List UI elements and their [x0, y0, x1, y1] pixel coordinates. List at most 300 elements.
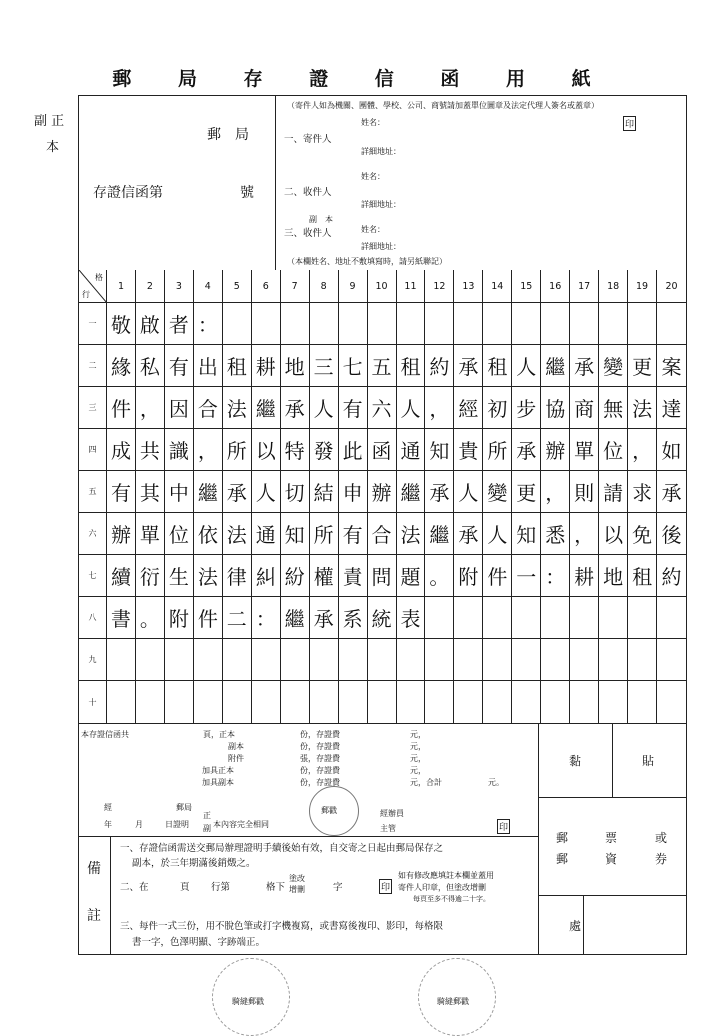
remark-2-zi: 字: [333, 882, 343, 893]
post-office-label: 郵 局: [207, 127, 249, 143]
grid-cell: 人: [397, 387, 426, 429]
grid-corner-bottom: 行: [82, 290, 90, 299]
writing-grid: [79, 270, 686, 723]
grid-cell: 繼: [397, 471, 426, 513]
grid-cell: [136, 639, 165, 681]
grid-cell: [599, 681, 628, 723]
grid-column-number: 13: [454, 270, 483, 303]
grid-cell: 繼: [252, 387, 281, 429]
grid-cell: 件: [483, 555, 512, 597]
grid-cell: ，: [570, 513, 599, 555]
grid-cell: 系: [339, 597, 368, 639]
fee-fen-3: 份，存證費: [300, 766, 340, 775]
grid-cell: 承: [512, 429, 541, 471]
grid-cell: 位: [599, 429, 628, 471]
fee-total-pages-label: 本存證信函共: [81, 730, 129, 739]
remark-2-note-c: 每頁至多不得逾二十字。: [413, 895, 490, 903]
remark-2-zai: 二、在: [120, 882, 149, 893]
grid-cell: 出: [194, 345, 223, 387]
grid-cell: 合: [194, 387, 223, 429]
grid-cell: [541, 681, 570, 723]
fee-copy-label: 副本: [228, 742, 244, 751]
grid-cell: [454, 303, 483, 345]
grid-cell: 啟: [136, 303, 165, 345]
grid-cell: 辦: [368, 471, 397, 513]
grid-cell: [368, 639, 397, 681]
grid-cell: 權: [310, 555, 339, 597]
grid-cell: 法: [397, 513, 426, 555]
grid-cell: [223, 681, 252, 723]
copy-address-label: 詳細地址：: [361, 242, 401, 251]
grid-cell: [339, 639, 368, 681]
grid-cell: [397, 639, 426, 681]
grid-cell: [310, 681, 339, 723]
handler-label: 經辦員: [380, 809, 404, 818]
grid-cell: [599, 303, 628, 345]
grid-cell: 五: [368, 345, 397, 387]
sender-address-label: 詳細地址：: [361, 147, 401, 156]
certify-zheng: 正: [203, 811, 211, 820]
grid-cell: [397, 681, 426, 723]
grid-cell: [512, 303, 541, 345]
stamp-box-huo: 或: [655, 831, 668, 845]
grid-cell: 辦: [107, 513, 136, 555]
grid-cell: [165, 681, 194, 723]
grid-column-number: 3: [165, 270, 194, 303]
grid-cell: 承: [657, 471, 686, 513]
grid-cell: 步: [512, 387, 541, 429]
grid-cell: 成: [107, 429, 136, 471]
grid-column-number: 10: [368, 270, 397, 303]
grid-cell: 後: [657, 513, 686, 555]
grid-cell: 特: [281, 429, 310, 471]
grid-cell: ：: [194, 303, 223, 345]
grid-cell: 表: [397, 597, 426, 639]
grid-cell: 繼: [194, 471, 223, 513]
grid-cell: [281, 639, 310, 681]
grid-cell: [425, 303, 454, 345]
grid-cell: 租: [223, 345, 252, 387]
stamp-box-you2: 郵: [556, 852, 569, 866]
grid-cell: [281, 681, 310, 723]
grid-cell: [628, 597, 657, 639]
header-note-bottom: （本欄姓名、地址不敷填寫時，請另紙聯記）: [287, 257, 447, 266]
grid-row-label: 六: [79, 513, 107, 555]
grid-cell: 發: [310, 429, 339, 471]
grid-cell: 人: [512, 345, 541, 387]
header-note-top: （寄件人如為機關、團體、學校、公司、商號請加蓋單位圖章及法定代理人簽名或蓋章）: [287, 101, 599, 110]
fee-yuan-4: 元，: [410, 766, 426, 775]
grid-cell: 變: [599, 345, 628, 387]
grid-cell: ：: [252, 597, 281, 639]
copy-label-b: 三、收件人: [284, 228, 332, 239]
grid-cell: ，: [541, 471, 570, 513]
stamp-box-piao: 票: [605, 831, 618, 845]
grid-cell: [425, 681, 454, 723]
grid-cell: 請: [599, 471, 628, 513]
grid-column-number: 20: [657, 270, 686, 303]
grid-column-number: 18: [599, 270, 628, 303]
remark-3b: 書一字，色澤明顯、字跡端正。: [132, 937, 266, 948]
fee-total-label: 元，合計: [410, 778, 442, 787]
grid-cell: 免: [628, 513, 657, 555]
grid-row-label: 五: [79, 471, 107, 513]
remark-2-note-b: 寄件人印章，但塗改增刪: [398, 883, 486, 892]
grid-cell: [570, 681, 599, 723]
grid-cell: 者: [165, 303, 194, 345]
remark-1b: 副本，於三年期滿後銷燬之。: [132, 858, 256, 869]
remark-2-ye: 頁: [180, 882, 190, 893]
remark-2-ge: 格下: [266, 882, 286, 893]
grid-cell: 紛: [281, 555, 310, 597]
postmark-label: 郵戳: [321, 806, 337, 815]
grid-cell: 所: [310, 513, 339, 555]
grid-cell: 約: [425, 345, 454, 387]
grid-row-label: 十: [79, 681, 107, 723]
stamp-box-chu: 處: [569, 919, 582, 933]
hao-label: 號: [240, 185, 254, 201]
grid-cell: 案: [657, 345, 686, 387]
grid-cell: [252, 639, 281, 681]
grid-cell: 單: [136, 513, 165, 555]
grid-cell: 其: [136, 471, 165, 513]
fee-yuan-3: 元，: [410, 754, 426, 763]
grid-cell: 共: [136, 429, 165, 471]
grid-cell: 地: [281, 345, 310, 387]
copy-label-a: 副 本: [309, 215, 333, 224]
grid-column-number: 1: [107, 270, 136, 303]
remark-3a: 三、每件一式三份，用不脫色筆或打字機複寫，或書寫後複印、影印，每格限: [120, 921, 444, 932]
remarks-label-b: 註: [87, 908, 101, 924]
certify-jing: 經: [104, 803, 112, 812]
grid-cell: 耕: [252, 345, 281, 387]
grid-cell: [483, 303, 512, 345]
grid-cell: 人: [483, 513, 512, 555]
certify-day: 日證明: [165, 820, 189, 829]
grid-cell: 以: [599, 513, 628, 555]
stamp-box-nian: 黏: [569, 754, 582, 768]
fee-attach-label: 附件: [228, 754, 244, 763]
grid-column-number: 14: [483, 270, 512, 303]
grid-cell: [599, 597, 628, 639]
grid-cell: 如: [657, 429, 686, 471]
grid-cell: 私: [136, 345, 165, 387]
grid-cell: [368, 303, 397, 345]
fee-ye-label: 頁，正本: [203, 730, 235, 739]
grid-cell: 承: [454, 345, 483, 387]
seam-stamp-right: 騎縫郵戳: [437, 997, 469, 1006]
fee-extra-orig-label: 加具正本: [202, 766, 234, 775]
grid-cell: ，: [425, 387, 454, 429]
grid-column-number: 17: [570, 270, 599, 303]
grid-cell: [425, 597, 454, 639]
grid-cell: 初: [483, 387, 512, 429]
grid-cell: ：: [541, 555, 570, 597]
grid-cell: [107, 681, 136, 723]
grid-row-label: 一: [79, 303, 107, 345]
grid-cell: 三: [310, 345, 339, 387]
grid-cell: 人: [454, 471, 483, 513]
grid-cell: 有: [107, 471, 136, 513]
grid-cell: 申: [339, 471, 368, 513]
grid-cell: 有: [165, 345, 194, 387]
fee-yuan-1: 元，: [410, 730, 426, 739]
grid-cell: 約: [657, 555, 686, 597]
stamp-box-you: 郵: [556, 831, 569, 845]
grid-cell: 通: [252, 513, 281, 555]
grid-cell: [512, 597, 541, 639]
grid-cell: 人: [252, 471, 281, 513]
grid-cell: 繼: [281, 597, 310, 639]
grid-cell: 所: [483, 429, 512, 471]
grid-cell: 所: [223, 429, 252, 471]
grid-column-number: 5: [223, 270, 252, 303]
certify-month: 月: [135, 820, 143, 829]
fee-yuan-2: 元，: [410, 742, 426, 751]
grid-column-number: 8: [310, 270, 339, 303]
grid-cell: 糾: [252, 555, 281, 597]
grid-cell: 二: [223, 597, 252, 639]
grid-cell: [454, 639, 483, 681]
grid-row-label: 九: [79, 639, 107, 681]
grid-cell: [541, 597, 570, 639]
grid-cell: 責: [339, 555, 368, 597]
grid-cell: 無: [599, 387, 628, 429]
receiver-label: 二、收件人: [284, 187, 332, 198]
grid-cell: [483, 681, 512, 723]
grid-cell: 統: [368, 597, 397, 639]
fee-fen-4: 份，存證費: [300, 778, 340, 787]
grid-cell: 承: [281, 387, 310, 429]
grid-cell: 緣: [107, 345, 136, 387]
grid-cell: 位: [165, 513, 194, 555]
receiver-address-label: 詳細地址：: [361, 200, 401, 209]
grid-cell: 租: [483, 345, 512, 387]
grid-row-label: 二: [79, 345, 107, 387]
grid-cell: 敬: [107, 303, 136, 345]
grid-cell: 繼: [541, 345, 570, 387]
grid-cell: 商: [570, 387, 599, 429]
grid-cell: [628, 681, 657, 723]
grid-cell: 生: [165, 555, 194, 597]
grid-cell: [339, 303, 368, 345]
grid-cell: [252, 303, 281, 345]
grid-cell: [657, 597, 686, 639]
grid-cell: 通: [397, 429, 426, 471]
grid-cell: [310, 303, 339, 345]
grid-cell: 繼: [425, 513, 454, 555]
remark-2-note-a: 如有修改應填註本欄並蓋用: [398, 871, 494, 880]
grid-cell: 經: [454, 387, 483, 429]
grid-column-number: 15: [512, 270, 541, 303]
grid-cell: 租: [397, 345, 426, 387]
grid-cell: 此: [339, 429, 368, 471]
grid-cell: 租: [628, 555, 657, 597]
grid-cell: 有: [339, 513, 368, 555]
grid-cell: [454, 597, 483, 639]
grid-cell: 變: [483, 471, 512, 513]
grid-cell: [165, 639, 194, 681]
grid-cell: [252, 681, 281, 723]
grid-cell: [194, 681, 223, 723]
grid-cell: 耕: [570, 555, 599, 597]
fee-fen-1: 份，存證費: [300, 730, 340, 739]
grid-column-number: 9: [339, 270, 368, 303]
grid-cell: 因: [165, 387, 194, 429]
remark-2-tu: 塗改: [289, 874, 305, 883]
grid-cell: [541, 639, 570, 681]
grid-row-label: 四: [79, 429, 107, 471]
grid-cell: [425, 639, 454, 681]
grid-row-label: 三: [79, 387, 107, 429]
grid-column-number: 12: [425, 270, 454, 303]
grid-cell: 知: [512, 513, 541, 555]
grid-cell: 有: [339, 387, 368, 429]
grid-cell: 六: [368, 387, 397, 429]
receiver-name-label: 姓名：: [361, 172, 385, 181]
sender-name-label: 姓名：: [361, 118, 385, 127]
grid-column-number: 7: [281, 270, 310, 303]
grid-cell: 更: [628, 345, 657, 387]
grid-column-number: 19: [628, 270, 657, 303]
grid-cell: [570, 597, 599, 639]
grid-column-number: 6: [252, 270, 281, 303]
grid-cell: 七: [339, 345, 368, 387]
grid-column-number: 11: [397, 270, 426, 303]
grid-cell: 達: [657, 387, 686, 429]
grid-cell: 切: [281, 471, 310, 513]
grid-cell: [570, 639, 599, 681]
supervisor-label: 主管: [380, 824, 396, 833]
grid-cell: 承: [310, 597, 339, 639]
grid-cell: 協: [541, 387, 570, 429]
grid-cell: 求: [628, 471, 657, 513]
grid-cell: [397, 303, 426, 345]
grid-cell: 地: [599, 555, 628, 597]
grid-cell: [657, 639, 686, 681]
grid-cell: [483, 639, 512, 681]
grid-cell: 則: [570, 471, 599, 513]
grid-cell: 依: [194, 513, 223, 555]
grid-cell: 合: [368, 513, 397, 555]
side-label-bottom: 本: [46, 140, 60, 155]
grid-cell: 悉: [541, 513, 570, 555]
grid-cell: [512, 681, 541, 723]
grid-row-label: 七: [79, 555, 107, 597]
grid-cell: 人: [310, 387, 339, 429]
grid-row-label: 八: [79, 597, 107, 639]
grid-cell: 函: [368, 429, 397, 471]
supervisor-seal: 印: [497, 819, 510, 834]
form-title: 郵 局 存 證 信 函 用 紙: [112, 68, 611, 90]
seam-stamp-left: 騎縫郵戳: [232, 997, 264, 1006]
remark-2-hang: 行第: [211, 882, 231, 893]
grid-cell: 知: [281, 513, 310, 555]
grid-cell: 法: [223, 387, 252, 429]
stamp-box-zi: 資: [605, 852, 618, 866]
sender-seal: 印: [623, 116, 636, 131]
grid-cell: 書: [107, 597, 136, 639]
grid-cell: 件: [107, 387, 136, 429]
grid-corner: [79, 270, 107, 303]
grid-cell: [483, 597, 512, 639]
grid-cell: [628, 639, 657, 681]
grid-cell: [628, 303, 657, 345]
grid-cell: [136, 681, 165, 723]
grid-cell: 中: [165, 471, 194, 513]
grid-cell: [657, 681, 686, 723]
grid-column-number: 4: [194, 270, 223, 303]
fee-fen-2: 份，存證費: [300, 742, 340, 751]
fee-yuan-end: 元。: [488, 778, 504, 787]
grid-cell: 件: [194, 597, 223, 639]
letter-number-label: 存證信函第: [93, 185, 163, 201]
grid-cell: [454, 681, 483, 723]
copy-name-label: 姓名：: [361, 225, 385, 234]
grid-cell: 一: [512, 555, 541, 597]
grid-cell: [223, 303, 252, 345]
grid-cell: 單: [570, 429, 599, 471]
grid-cell: [194, 639, 223, 681]
grid-cell: 問: [368, 555, 397, 597]
grid-cell: [599, 639, 628, 681]
grid-cell: 貴: [454, 429, 483, 471]
remark-1a: 一、存證信函需送交郵局辦理證明手續後始有效，自交寄之日起由郵局保存之: [120, 843, 444, 854]
grid-cell: 承: [570, 345, 599, 387]
grid-cell: ，: [194, 429, 223, 471]
grid-cell: 法: [628, 387, 657, 429]
remark-2-zeng: 增刪: [289, 885, 305, 894]
grid-cell: 承: [223, 471, 252, 513]
grid-cell: 法: [223, 513, 252, 555]
grid-cell: [512, 639, 541, 681]
grid-cell: 附: [454, 555, 483, 597]
grid-cell: [310, 639, 339, 681]
remarks-label-a: 備: [87, 861, 101, 877]
grid-cell: [657, 303, 686, 345]
grid-column-number: 16: [541, 270, 570, 303]
grid-cell: [541, 303, 570, 345]
grid-corner-top: 格: [95, 273, 103, 282]
grid-cell: 續: [107, 555, 136, 597]
grid-column-number: 2: [136, 270, 165, 303]
grid-cell: [339, 681, 368, 723]
grid-cell: [368, 681, 397, 723]
grid-cell: ，: [628, 429, 657, 471]
grid-cell: 律: [223, 555, 252, 597]
side-label-top: 副 正: [34, 114, 65, 129]
grid-cell: [107, 639, 136, 681]
certify-fu: 副: [203, 824, 211, 833]
certify-post-office: 郵局: [176, 803, 192, 812]
grid-cell: [570, 303, 599, 345]
certify-content: 本內容完全相同: [213, 820, 269, 829]
grid-cell: 附: [165, 597, 194, 639]
fee-extra-copy-label: 加具副本: [202, 778, 234, 787]
remark-2-seal: 印: [379, 879, 392, 894]
stamp-box-quan: 券: [655, 852, 668, 866]
grid-cell: 識: [165, 429, 194, 471]
grid-cell: 辦: [541, 429, 570, 471]
sender-label: 一、寄件人: [284, 134, 332, 145]
grid-cell: 結: [310, 471, 339, 513]
fee-zhang: 張，存證費: [300, 754, 340, 763]
grid-cell: 更: [512, 471, 541, 513]
grid-cell: [281, 303, 310, 345]
grid-cell: 承: [454, 513, 483, 555]
grid-cell: 承: [425, 471, 454, 513]
grid-cell: 以: [252, 429, 281, 471]
